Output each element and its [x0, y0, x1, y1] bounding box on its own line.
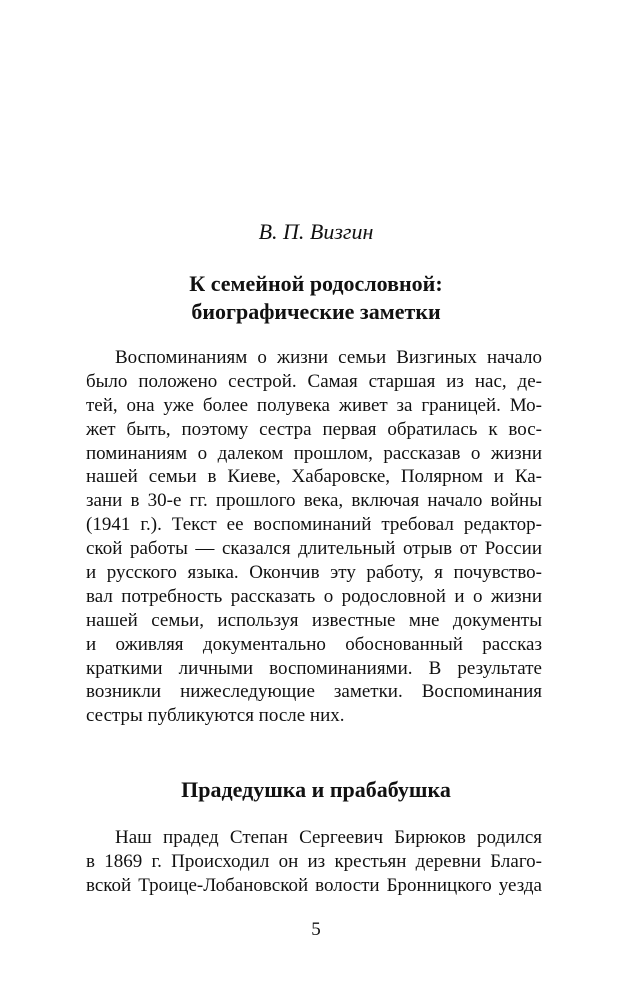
text-line: нашей семьи, используя известные мне документы: [86, 609, 542, 631]
chapter-title-line: биографические заметки: [191, 299, 441, 324]
text-line: сестры публикуются после них.: [86, 705, 345, 727]
chapter-title: [0, 270, 632, 326]
text-line: поминаниям о далеком прошлом, рассказав о жизни: [86, 442, 542, 464]
text-line: вской Троице-Лобановской волости Бронницкого уезда: [86, 874, 542, 896]
text-line: Воспоминаниям о жизни семьи Визгиных начало: [115, 347, 542, 368]
chapter-title-line: К семейной родословной:: [189, 271, 443, 296]
text-line: ской работы — сказался длительный отрыв от России: [86, 538, 542, 560]
text-line: жет быть, поэтому сестра первая обратилась к вос-: [86, 418, 542, 440]
text-line: нашей семьи в Киеве, Хабаровске, Полярном и Ка-: [86, 466, 542, 488]
text-line: в 1869 г. Происходил он из крестьян деревни Благо-: [86, 850, 542, 872]
intro-paragraph: [86, 346, 542, 728]
text-line: Наш прадед Степан Сергеевич Бирюков родился: [115, 827, 542, 848]
text-line: и оживляя документально обоснованный рассказ: [86, 633, 542, 655]
text-line: зани в 30-е гг. прошлого века, включая начало войны: [86, 490, 542, 512]
author-name: В. П. Визгин: [258, 219, 374, 244]
text-line: краткими личными воспоминаниями. В результате: [86, 657, 542, 679]
section-paragraph: [86, 826, 542, 898]
section-title: Прадедушка и прабабушка: [181, 777, 451, 802]
text-line: (1941 г.). Текст ее воспоминаний требовал редактор-: [86, 514, 542, 536]
text-line: тей, она уже более полувека живет за границей. Мо-: [86, 394, 542, 416]
page-number: 5: [311, 919, 321, 940]
text-line: и русского языка. Окончив эту работу, я почувство-: [86, 562, 542, 584]
text-line: возникли нижеследующие заметки. Воспоминания: [86, 681, 542, 703]
text-line: было положено сестрой. Самая старшая из нас, де-: [86, 370, 542, 392]
text-line: вал потребность рассказать о родословной и о жизни: [86, 585, 542, 607]
